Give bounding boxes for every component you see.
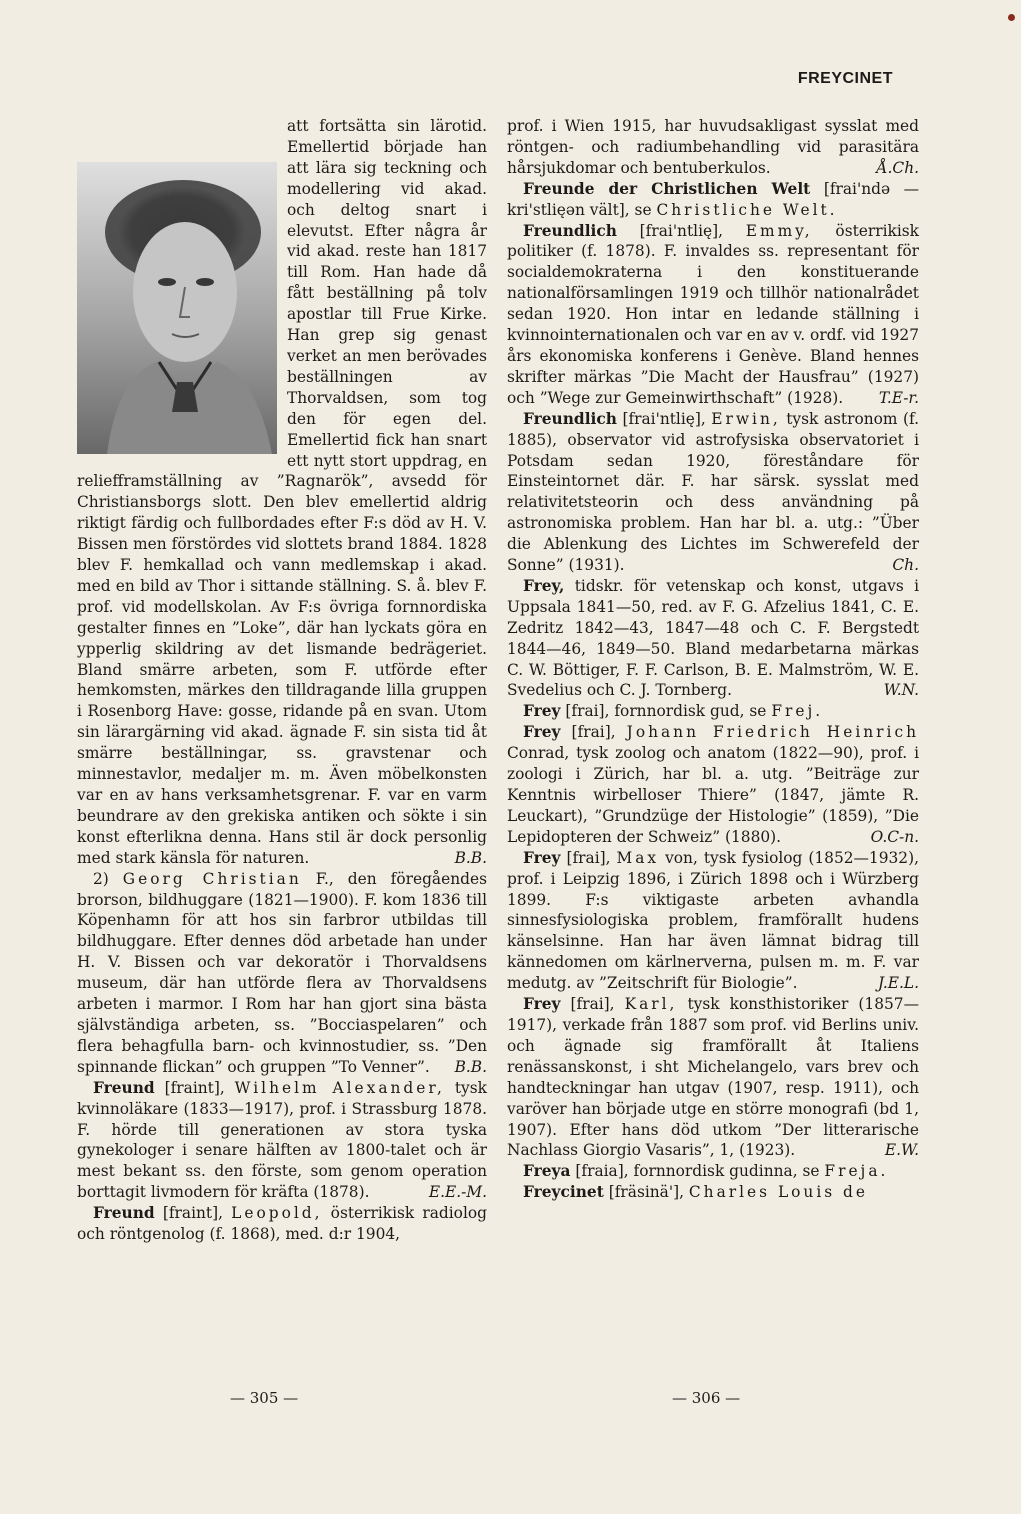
entry-headword: Frey [523,995,561,1014]
entry-text: tysk konsthistoriker (1857—1917), verkade från 1887 som prof. vid Berlins univ. och ägnade sig framförallt åt Italiens renässanskonst, i sht Michelangelo, vars brev och handteckningar han utgav (1907, resp. 1911), och varöver han började utge en större monografi (bd 1, 1907). Efter hans död utkom ”Der litterarische Nachlass Giorgio Vasaris”, 1, (1923). [507,995,919,1160]
entry-headword: Freundlich [523,409,617,428]
entry-text: von, tysk fysiolog (1852—1932), prof. i Leipzig 1896, i Zürich 1898 och i Würzberg 1899. F:s viktigaste arbeten avhandla sinnesfysiologiska problem, framförallt hudens känselsinne. Han har även lämnat bidrag till kännedomen om kärlnerverna, pulsen m. m. F. var medutg. av ”Zeitschrift für Biologie”. [507,848,919,993]
entry-name: Erwin, [711,409,781,428]
signature: J.E.L. [877,974,919,993]
pronunciation: [frai], fornnordisk gud, se [565,702,767,721]
entry-text: F., den föregåendes brorson, bildhuggare (1821—1900). F. kom 1836 till Köpenhamn för att hos sin farbror utbildas till bildhuggare. Efter dennes död arbetade han under H. V. Bissen och var dekoratör i Thorvaldsens museum, där han utförde flera av Thorvaldsens arbeten i marmor. I Rom har han gjort sina bästa självständiga arbeten, ss. ”Bocciaspelaren” och flera behagfulla barn- och kvinnostudier, ss. ”Den spinnande flickan” och gruppen ”To Venner”. [77,869,487,1076]
signature: T.E-r. [878,388,919,407]
entry-headword: Freya [523,1162,571,1181]
entry-name: Leopold, [231,1204,323,1223]
signature: E.E.-M. [428,1183,487,1202]
entry-name: Charles Louis de [688,1183,869,1202]
pronunciation: [frai'ndə — kri'stlięən vält], se [507,179,919,219]
pronunciation: [frai], [571,723,616,742]
pronunciation: [frai'ntlię], [622,409,706,428]
pronunciation: [frai'ntlię], [639,221,724,240]
entry-text: österrikisk politiker (f. 1878). F. invaldes ss. representant för socialdemokraterna i den konstituerande nationalförsamlingen 1919 och tillhör nationalrådet sedan 1920. Hon intar en ledande ställning i kvinnointernationalen och var en av v. ordf. vid 1927 års ekonomiska konferens i Genève. Bland hennes skrifter märkas ”Die Macht der Hausfrau” (1927) och ”Wege zur Gemeinwirthschaft” (1928). [507,221,919,407]
entry-text: tidskr. för vetenskap och konst, utgavs i Uppsala 1841—50, red. av F. G. Afzelius 1841, C. E. Zedritz 1842—43, 1847—48 och C. F. Bergstedt 1844—46, 1849—50. Bland medarbetarna märkas C. W. Böttiger, F. F. Carlson, B. E. Malmström, W. E. Svedelius och C. J. Tornberg. [507,576,919,700]
signature: B.B. [454,848,487,867]
entry-number: 2) [93,869,109,888]
entry-name: Johann Friedrich Heinrich [626,723,919,742]
entry-text: prof. i Wien 1915, har huvudsakligast sysslat med röntgen- och radiumbehandling vid parasitära hårsjukdomar och bentuberkulos. [507,117,919,177]
entry-text: tysk astronom (f. 1885), observator vid astrofysiska observatoriet i Potsdam sedan 1920, föreståndare för Einsteintornet där. F. har särsk. sysslat med relativitetsteorin och dess användning på astronomiska problem. Han har bl. a. utg.: ”Über die Ablenkung des Lichtes im Schwerefeld der Sonne” (1931). [507,409,919,575]
entry-text: österrikisk radiolog och röntgenolog (f. 1868), med. d:r 1904, [77,1204,487,1244]
page-number-right: — 306 — [672,1389,741,1407]
signature: E.W. [884,1141,919,1160]
entry-name: Wilhelm Alexander, [234,1078,445,1097]
entry-headword: Freund [93,1204,155,1223]
entry-text: Conrad, tysk zoolog och anatom (1822—90), prof. i zoologi i Zürich, har bl. a. utg. ”Beiträge zur Kenntnis wirbelloser Thiere” (1847, jämte R. Leuckart), ”Grundzüge der Histologie” (1859), ”Die Lepidopteren der Schweiz” (1880). [507,744,919,846]
entry-headword: Frey [523,723,561,742]
signature: W.N. [883,681,919,700]
entry-headword: Frey [523,702,561,721]
signature: B.B. [454,1057,487,1076]
pronunciation: [fräsinä'], [608,1183,684,1202]
running-header: FREYCINET [797,70,893,87]
pronunciation: [fraint], [162,1204,223,1223]
pronunciation: [frai], [566,848,611,867]
entry-headword: Freycinet [523,1183,604,1202]
page-number-left: — 305 — [230,1389,299,1407]
left-column [77,116,487,1245]
cross-reference: Christliche Welt. [656,200,838,219]
entry-name: Emmy, [745,221,813,240]
entry-headword: Frey, [523,576,565,595]
pronunciation: [fraint], [164,1078,225,1097]
signature: O.C-n. [870,827,919,846]
pronunciation: [frai], [570,995,615,1014]
right-column [507,116,919,1203]
entry-name: Max [616,848,660,867]
cross-reference: Freja. [824,1162,889,1181]
entry-name: Georg Christian [122,869,302,888]
pronunciation: [fraia], fornnordisk gudinna, se [575,1162,820,1181]
entry-headword: Frey [523,848,561,867]
entry-headword: Freund [93,1078,155,1097]
signature: Å.Ch. [876,158,919,177]
entry-name: Karl, [624,995,678,1014]
entry-text: tysk kvinnoläkare (1833—1917), prof. i Strassburg 1878. F. hörde till generationen av stora tyska gynekologer i senare hälften av 1800-talet och är mest bekant ss. den förste, som genom operation borttagit livmodern för kräfta (1878). [77,1078,487,1202]
signature: Ch. [892,556,919,575]
corner-dot [1008,14,1015,21]
entry-text: att fortsätta sin lärotid. Emellertid började han att lära sig teckning och modellering vid akad. och deltog snart i elevutst. Efter några år vid akad. reste han 1817 till Rom. Han hade då fått beställning på tolv apostlar till Frue Kirke. Han grep sig genast verket an men berövades beställningen av Thorvaldsen, som tog den för egen del. Emellertid fick han snart ett nytt stort uppdrag, en reliefframställning av ”Ragnarök”, avsedd för Christiansborgs slott. Den blev emellertid aldrig riktigt färdig och fullbordades efter F:s död av H. V. Bissen men förstördes vid slottets brand 1884. 1828 blev F. hemkallad och vann medlemskap i akad. med en bild av Thor i sittande ställning. S. å. blev F. prof. vid modellskolan. Av F:s övriga fornnordiska gestalter finnes en ”Loke”, där han lyckats göra en ypperlig skildring av det lismande bedrägeriet. Bland smärre arbeten, som F. utförde efter hemkomsten, märkes den tilldragande lilla gruppen i Rosenborg Have: gosse, ridande på en svan. Utom sin lärargärning vid akad. ägnade F. sin sista tid åt smärre beställningar, ss. gravstenar och minnestavlor, medaljer m. m. Även möbelkonsten var en av hans verksamhetsgrenar. F. var en varm beundrare av den grekiska antiken och sökte i sin konst efterlikna denna. Hans stil är dock personlig med stark känsla för naturen. [77,117,487,867]
entry-headword: Freundlich [523,221,617,240]
entry-headword: Freunde der Christlichen Welt [523,179,811,198]
portrait-engraving-icon [77,162,277,454]
cross-reference: Frej. [771,702,824,721]
